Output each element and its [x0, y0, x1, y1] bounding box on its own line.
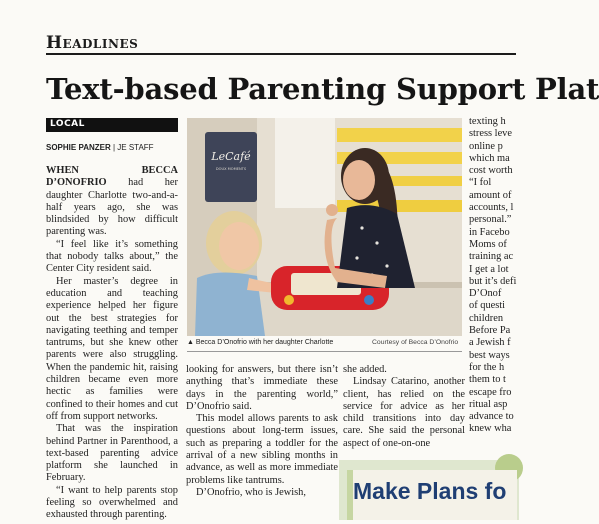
byline: [46, 143, 154, 152]
paragraph: [46, 423, 178, 484]
text-line: a Jewish f: [469, 337, 511, 349]
paragraph: looking for answers, but there isn’t anything that’s immediate these days in the parenting world,” D’Onofrio said.: [186, 364, 338, 412]
paragraph-text: had her daughter Charlotte two-and-a-half years ago, she was blindsided by how difficult parenting was.: [46, 177, 178, 238]
cafe-sign: LeCafé: [211, 150, 251, 163]
text-line: them to t: [469, 374, 506, 386]
text-line: which ma: [469, 152, 510, 164]
paragraph: she added.: [343, 364, 387, 375]
text-line: personal.”: [469, 214, 512, 226]
headline: Text-based Parenting Support Plat: [46, 72, 599, 106]
paragraph: D’Onofrio, who is Jewish,: [196, 486, 306, 498]
text-line: I get a lot: [469, 263, 509, 275]
paragraph: [46, 239, 178, 276]
photo-credit: Courtesy of Becca D’Onofrio: [372, 339, 459, 346]
paragraph: Lindsay Catarino, another client, has relied on the service for advice as her child transitions into day care. She said the personal aspect of one-on-one: [343, 376, 465, 449]
text-line: D’Onof: [469, 288, 502, 300]
cafe-sign-sub: DOUX MOMENTS: [215, 167, 247, 171]
text-line: advance to: [469, 411, 514, 423]
paragraph: [46, 276, 178, 424]
text-line: amount of: [469, 189, 512, 201]
paragraph: [46, 485, 178, 522]
text-line: accounts, l: [469, 202, 514, 214]
text-line: online p: [469, 140, 503, 152]
byline-role: | JE STAFF: [110, 143, 154, 152]
text-line: stress leve: [469, 128, 512, 140]
caption-rule: [187, 351, 462, 352]
article-column-4: [469, 116, 529, 436]
section-heading: Headlines: [46, 33, 139, 53]
text-line: escape fro: [469, 386, 512, 398]
photo-illustration: [187, 118, 462, 336]
paragraph-text: That was the inspiration behind Partner in Parenthood, a text-based parenting advice platform she launched in February.: [46, 423, 178, 484]
text-line: children: [469, 312, 504, 324]
text-line: but it’s defi: [469, 275, 517, 287]
article-column-3: [343, 364, 465, 450]
paragraph: This model allows parents to ask questions about long-term issues, such as preparing a toddler for the arrival of a new sibling months in advance, as well as more immediate problems like tantrums.: [186, 413, 338, 486]
text-line: training ac: [469, 251, 514, 263]
text-line: ritual asp: [469, 398, 508, 410]
paragraph-text: “I want to help parents stop feeling so overwhelmed and exhausted through parenting.: [46, 484, 178, 521]
article-photo: [187, 118, 462, 336]
text-line: Before Pa: [469, 325, 511, 337]
text-line: knew wha: [469, 423, 512, 435]
text-line: in Facebo: [469, 226, 510, 238]
ad-headline: Make Plans fo: [353, 478, 507, 504]
text-line: of questi: [469, 300, 506, 312]
section-rule: [46, 53, 516, 55]
text-line: cost worth: [469, 165, 513, 177]
article-column-2: [186, 364, 338, 499]
paragraph: [46, 165, 178, 239]
lead-in: WHEN BECCA D’ONOFRIO: [46, 165, 178, 189]
byline-name: SOPHIE PANZER: [46, 143, 111, 152]
text-line: best ways: [469, 349, 510, 361]
text-line: texting h: [469, 116, 506, 127]
article-column-1: [46, 165, 178, 522]
text-line: “I fol: [469, 177, 492, 189]
paragraph-text: “I feel like it’s something that nobody talks about,” the Center City resident said.: [46, 238, 178, 275]
section-tag: LOCAL: [50, 119, 85, 129]
text-line: for the h: [469, 361, 505, 373]
photo-caption: ▲ Becca D’Onofrio with her daughter Charlotte: [187, 339, 334, 346]
text-line: Moms of: [469, 238, 507, 250]
paragraph-text: Her master’s degree in education and teaching experience helped her figure out the best strategies for navigating teething and temper tantrums, but she knew other parents were also struggling. When the pandemic hit, raising children became even more hectic as families were confined to their homes and cut off from support networks.: [46, 275, 178, 422]
